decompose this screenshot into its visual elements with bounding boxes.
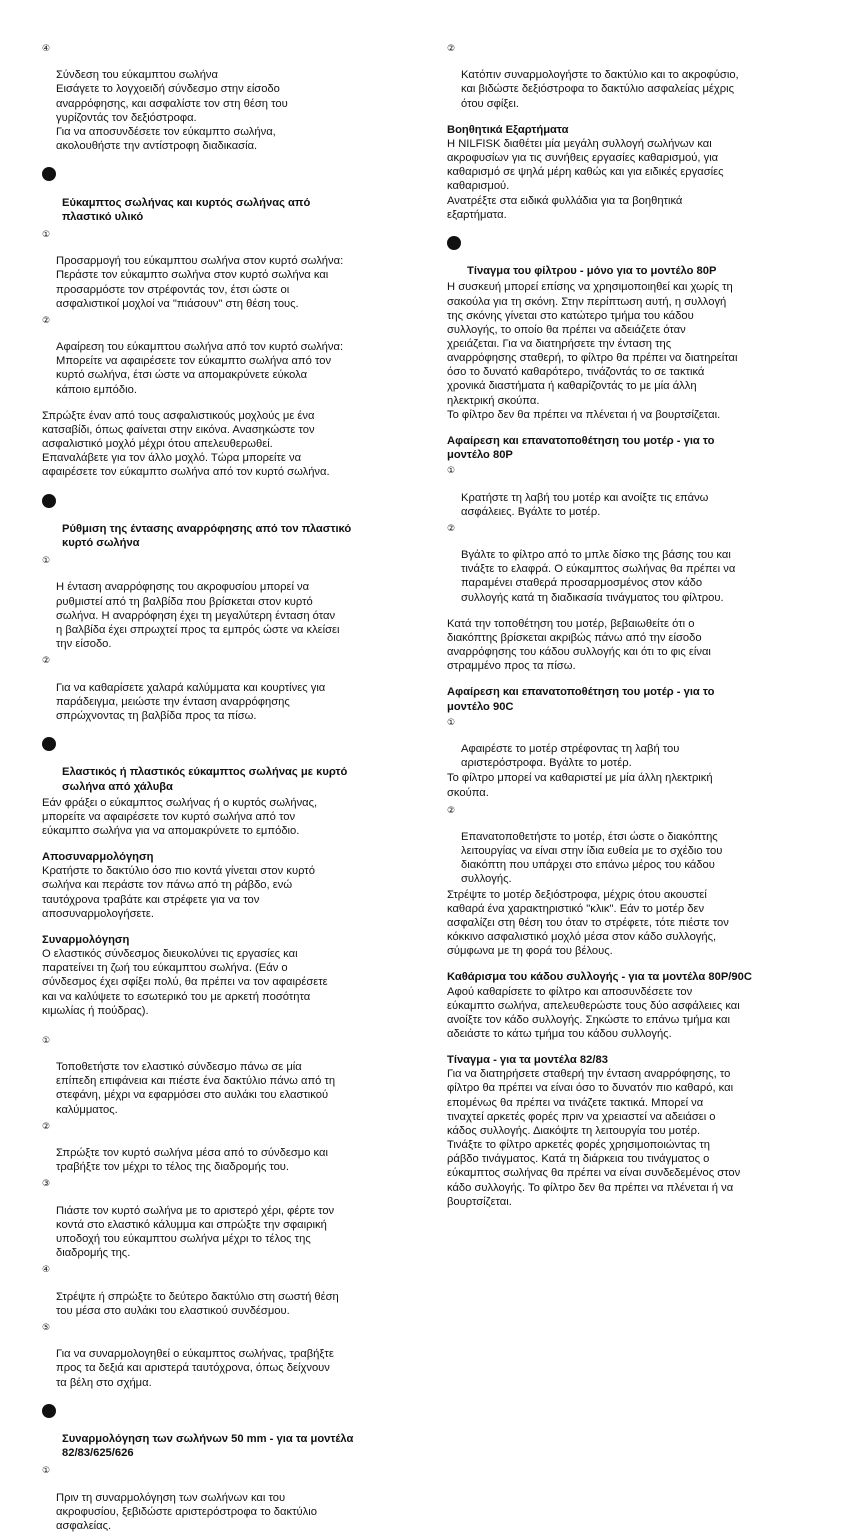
step-text: Κατόπιν συναρμολογήστε το δακτύλιο και το ακροφύσιο, και βιδώστε δεξιόστροφα το δακτύλιο ασφαλείας μέχρις ότου σφίξει. [461,69,739,110]
numbered-step [42,1319,422,1390]
step-text: Αφαίρεση του εύκαμπτου σωλήνα από τον κυρτό σωλήνα: Μπορείτε να αφαιρέσετε τον εύκαμπτο σωλήνα από τον κυρτό σωλήνα, έτσι ώστε να απομακρύνετε εύκολα κάποιο εμπόδιο. [56,341,344,396]
step-number: ① [447,716,456,727]
step-number: ② [42,1120,51,1131]
motor-90c-heading: Αφαίρεση και επανατοποθέτηση του μοτέρ - για το μοντέλο 90C [447,686,715,713]
paragraph: Για να διατηρήσετε σταθερή την ένταση αναρρόφησης, το φίλτρο θα πρέπει να είναι όσο το δυνατόν πιο καθαρό, και επομένως θα πρέπει να τινάζετε τακτικά. Μπορεί να τιναχτεί αρκετές φορές πριν να χρειαστεί να αδειάσει ο κάδος συλλογής. Διακόψτε τη λειτουργία του μοτέρ. Τινάξτε το φίλτρο αρκετές φορές χρησιμοποιώντας τη ράβδο τινάγματος. Κατά τη διάρκεια του τινάγματος ο εύκαμπτος σωλήνας θα πρέπει να είναι συνδεδεμένος στον κάδο συλλογής. Το φίλτρο δεν θα πρέπει να πλένεται ή να βουρτσίζεται. [447,1068,741,1208]
numbered-step [447,40,817,111]
numbered-step [42,226,422,311]
paragraph: Εάν φράξει ο εύκαμπτος σωλήνας ή ο κυρτός σωλήνας, μπορείτε να αφαιρέσετε τον κυρτό σωλήνα από τον εύκαμπτο σωλήνα για να απομακρύνετε το εμπόδιο. [42,796,318,837]
accessories-heading: Βοηθητικά Εξαρτήματα [447,123,569,136]
right-column [447,40,817,1219]
bin-cleaning-heading: Καθάρισμα του κάδου συλλογής - για τα μοντέλα 80P/90C [447,971,752,984]
nozzle-assembly-step [447,40,817,111]
numbered-step [447,802,817,887]
numbered-step [447,714,817,771]
section-heading-6 [42,167,422,224]
motor-80p-heading: Αφαίρεση και επανατοποθέτηση του μοτέρ - για το μοντέλο 80P [447,434,715,462]
paragraph: Η NILFISK διαθέτει μία μεγάλη συλλογή σωλήνων και ακροφυσίων για τις συνήθεις εργασίες καθαρισμού, για καθαρισμό σε ψηλά μέρη καθώς και για ειδικές εργασίες καθαρισμού. Ανατρέξτε στα ειδικά φυλλάδια για τα βοηθητικά εξαρτήματα. [447,137,724,221]
numbered-step [42,40,422,153]
numbered-step [42,552,422,651]
left-column [42,40,422,1534]
disassembly-heading: Αποσυναρμολόγηση [42,851,154,864]
numbered-step [42,1175,422,1260]
section-number-bullet [447,236,461,250]
step-text: Αφαιρέστε το μοτέρ στρέφοντας τη λαβή του αριστερόστροφα. Βγάλτε το μοτέρ. [461,743,680,770]
numbered-step [42,1261,422,1318]
numbered-step [42,1462,422,1533]
hose-connection-step [42,40,422,153]
step-text: Για να καθαρίσετε χαλαρά καλύμματα και κουρτίνες για παράδειγμα, μειώστε την ένταση αναρρόφησης σπρώχνοντας τη βαλβίδα προς τα πίσω. [56,681,326,722]
numbered-step [42,312,422,397]
section-title: Ρύθμιση της έντασης αναρρόφησης από τον πλαστικό κυρτό σωλήνα [62,522,352,549]
step-text: Πιάστε τον κυρτό σωλήνα με το αριστερό χέρι, φέρτε τον κοντά στο ελαστικό κάλυμμα και σπρώξτε την σφαιρική υποδοχή του εύκαμπτου σωλήνα μέχρι το τέλος της διαδρομής της. [56,1204,335,1260]
assembly-heading: Συναρμολόγηση [42,933,130,946]
section-number-bullet [42,494,56,508]
paragraph: Σπρώξτε έναν από τους ασφαλιστικούς μοχλούς με ένα κατσαβίδι, όπως φαίνεται στην εικόνα. Ανασηκώστε τον ασφαλιστικό μοχλό μέχρι ότου απελευθερωθεί. Επαναλάβετε για τον άλλο μοχλό. Τώρα μπορείτε να αφαιρέσετε τον εύκαμπτο σωλήνα από τον κυρτό σωλήνα. [42,409,330,479]
step-number: ④ [42,43,51,53]
section-heading-7 [42,494,422,551]
section-number-bullet [42,737,56,751]
step-text: Προσαρμογή του εύκαμπτου σωλήνα στον κυρτό σωλήνα: Περάστε τον εύκαμπτο σωλήνα στον κυρτό σωλήνα και προσαρμόστε τον στρέφοντάς τον, έτσι ώστε οι ασφαλιστικοί μοχλοί να "πιάσουν" στη θέση τους. [56,255,344,310]
step-number: ① [42,555,51,566]
step-text: Στρέψτε ή σπρώξτε το δεύτερο δακτύλιο στη σωστή θέση του μέσα στο αυλάκι του ελαστικού συνδέσμου. [56,1290,339,1317]
step-number: ④ [42,1264,51,1275]
section-number-bullet [42,1404,56,1418]
section-heading-9-filter [447,236,817,278]
paragraph: Το φίλτρο μπορεί να καθαριστεί με μία άλλη ηλεκτρική σκούπα. [447,772,713,799]
step-number: ③ [42,1178,51,1189]
numbered-step [447,462,817,519]
step-number: ① [42,1034,51,1045]
numbered-step [447,520,817,605]
step-number: ① [42,228,51,239]
step-text: Τοποθετήστε τον ελαστικό σύνδεσμο πάνω σε μία επίπεδη επιφάνεια και πιέστε ένα δακτύλιο πάνω από τη στεφάνη, μέχρι να εφαρμόσει στο αυλάκι του ελαστικού καλύμματος. [56,1061,336,1116]
step-number: ② [447,522,456,533]
section-heading-8 [42,737,422,794]
step-text: Επανατοποθετήστε το μοτέρ, έτσι ώστε ο διακόπτης λειτουργίας να είναι στην ίδια ευθεία με το σχέδιο του διακόπτη που υπάρχει στο επάνω μέρος του κάδου συλλογής. [461,830,723,886]
numbered-step [42,652,422,723]
step-text: Σύνδεση του εύκαμπτου σωλήνα Εισάγετε το λογχοειδή σύνδεσμο στην είσοδο αναρρόφησης, και ασφαλίστε τον στη θέση του γυρίζοντάς τον δεξιόστροφα. Για να αποσυνδέσετε τον εύκαμπτο σωλήνα, ακολουθήστε την αντίστροφη διαδικασία. [56,69,288,153]
numbered-step [42,1118,422,1175]
step-number: ⑤ [42,1321,51,1332]
paragraph: Κατά την τοποθέτηση του μοτέρ, βεβαιωθείτε ότι ο διακόπτης βρίσκεται ακριβώς πάνω από την είσοδο αναρρόφησης του κάδου συλλογής και ότι το φις είναι στραμμένο προς τα πίσω. [447,617,711,673]
step-number: ① [447,465,456,476]
step-number: ② [42,314,51,325]
shaking-heading: Τίναγμα - για τα μοντέλα 82/83 [447,1054,608,1067]
step-number: ② [42,655,51,666]
step-number: ② [447,804,456,815]
section-number-bullet [42,167,56,181]
paragraph: Στρέψτε το μοτέρ δεξιόστροφα, μέχρις ότου ακουστεί καθαρά ένα χαρακτηριστικό "κλικ". Εάν το μοτέρ δεν ασφαλίζει στη θέση του όταν το στρέφετε, τότε πιέστε τον κόκκινο ασφαλιστικό μοχλό μέσα στον κάδο συλλογής, σύμφωνα με τη φορά του βέλους. [447,888,729,958]
paragraph: Η συσκευή μπορεί επίσης να χρησιμοποιηθεί και χωρίς τη σακούλα για τη σκόνη. Στην περίπτωση αυτή, η συλλογή της σκόνης γίνεται στο κατώτερο τμήμα του κάδου συλλογής, το οποίο θα πρέπει να αδειάζετε όταν χρειάζεται. Για να διατηρήσετε την ένταση της αναρρόφησης σταθερή, το φίλτρο θα πρέπει να διατηρείται όσο το δυνατό καθαρότερο, τινάζοντάς το σε τακτικά χρονικά διαστήματα ή καθαρίζοντάς το με μία άλλη ηλεκτρική σκούπα. Το φίλτρο δεν θα πρέπει να πλένεται ή να βουρτσίζεται. [447,281,738,421]
paragraph: Αφού καθαρίσετε το φίλτρο και αποσυνδέσετε τον εύκαμπτο σωλήνα, απελευθερώστε τους δύο ασφάλειες και ανοίξτε τον κάδο συλλογής. Σηκώστε το επάνω τμήμα και αδειάστε το κάτω τμήμα του κάδου συλλογής. [447,985,740,1040]
section-heading-9 [42,1404,422,1461]
step-number: ② [447,43,456,53]
step-number: ① [42,1465,51,1476]
section-title: Ελαστικός ή πλαστικός εύκαμπτος σωλήνας με κυρτό σωλήνα από χάλυβα [62,766,348,793]
step-text: Βγάλτε το φίλτρο από το μπλε δίσκο της βάσης του και τινάξτε το ελαφρά. Ο εύκαμπτος σωλήνας θα πρέπει να παραμένει σταθερά προσαρμοσμένος στον κάδο συλλογής κατά τη διαδικασία τινάγματος του φίλτρου. [461,549,736,604]
step-text: Σπρώξτε τον κυρτό σωλήνα μέσα από το σύνδεσμο και τραβήξτε τον μέχρι το τέλος της διαδρομής του. [56,1147,328,1174]
step-text: Πριν τη συναρμολόγηση των σωλήνων και του ακροφυσίου, ξεβιδώστε αριστερόστροφα το δακτύλιο ασφαλείας. [56,1491,317,1532]
step-text: Η ένταση αναρρόφησης του ακροφυσίου μπορεί να ρυθμιστεί από τη βαλβίδα που βρίσκεται στον κυρτό σωλήνα. Η αναρρόφηση έχει τη μεγαλύτερη ένταση όταν η βαλβίδα έχει σπρωχτεί προς τα εμπρός ώστε να κλείσει την είσοδο. [56,581,340,651]
section-title: Τίναγμα του φίλτρου - μόνο για το μοντέλο 80P [467,265,717,278]
paragraph: Ο ελαστικός σύνδεσμος διευκολύνει τις εργασίες και παρατείνει τη ζωή του εύκαμπτου σωλήνα. (Εάν ο σύνδεσμος έχει σφίξει πολύ, θα πρέπει να τον αφαιρέσετε και να καλύψετε το εσωτερικό του με αρκετή ποσότητα κιμωλίας ή πούδρας). [42,948,328,1017]
numbered-step [42,1032,422,1117]
step-text: Για να συναρμολογηθεί ο εύκαμπτος σωλήνας, τραβήξτε προς τα δεξιά και αριστερά ταυτόχρονα, όπως δείχνουν τα βέλη στο σχήμα. [56,1348,334,1389]
section-title: Εύκαμπτος σωλήνας και κυρτός σωλήνας από πλαστικό υλικό [62,196,311,223]
section-title: Συναρμολόγηση των σωλήνων 50 mm - για τα μοντέλα 82/83/625/626 [62,1433,354,1460]
step-text: Κρατήστε τη λαβή του μοτέρ και ανοίξτε τις επάνω ασφάλειες. Βγάλτε το μοτέρ. [461,491,709,518]
paragraph: Κρατήστε το δακτύλιο όσο πιο κοντά γίνεται στον κυρτό σωλήνα και περάστε τον πάνω από τη ράβδο, ενώ ταυτόχρονα τραβάτε και στρέφετε για να τον αποσυναρμολογήσετε. [42,865,315,920]
